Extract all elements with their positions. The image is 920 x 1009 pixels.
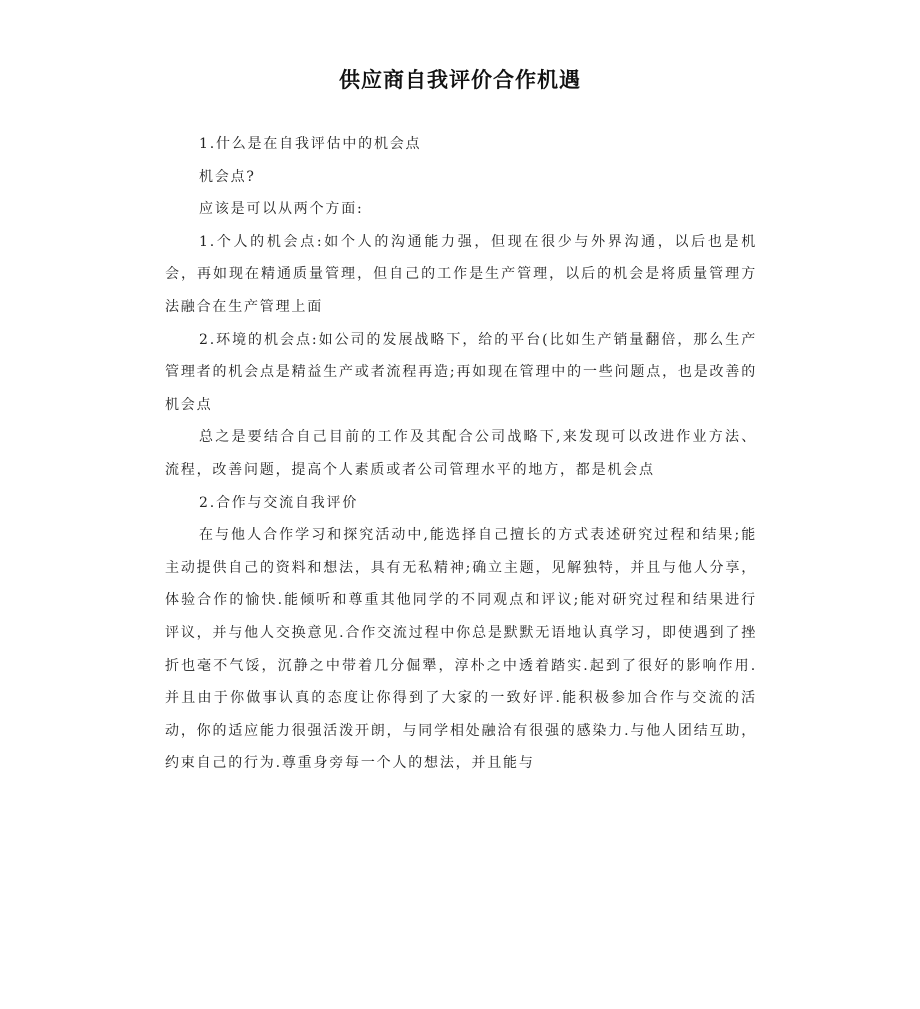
paragraph: 总之是要结合自己目前的工作及其配合公司战略下,来发现可以改进作业方法、流程，改善问题，提高个人素质或者公司管理水平的地方，都是机会点 [165, 429, 757, 478]
paragraph: 1.个人的机会点:如个人的沟通能力强，但现在很少与外界沟通，以后也是机会，再如现在精通质量管理，但自己的工作是生产管理，以后的机会是将质量管理方法融合在生产管理上面 [165, 233, 757, 315]
paragraph: 在与他人合作学习和探究活动中,能选择自己擅长的方式表述研究过程和结果;能主动提供自己的资料和想法，具有无私精神;确立主题，见解独特，并且与他人分享，体验合作的愉快.能倾听和尊重其他同学的不同观点和评议;能对研究过程和结果进行评议，并与他人交换意见.合作交流过程中你总是默默无语地认真学习，即使遇到了挫折也毫不气馁，沉静之中带着几分倔犟，淳朴之中透着踏实.起到了很好的影响作用.并且由于你做事认真的态度让你得到了大家的一致好评.能积极参加合作与交流的活动，你的适应能力很强活泼开朗，与同学相处融洽有很强的感染力.与他人团结互助，约束自己的行为.尊重身旁每一个人的想法，并且能与 [165, 527, 757, 772]
paragraph: 应该是可以从两个方面: [199, 201, 364, 218]
paragraph: 2.环境的机会点:如公司的发展战略下，给的平台(比如生产销量翻倍，那么生产管理者的机会点是精益生产或者流程再造;再如现在管理中的一些问题点，也是改善的机会点 [165, 331, 757, 413]
paragraph: 1.什么是在自我评估中的机会点 [199, 136, 422, 152]
document-body [165, 128, 757, 780]
paragraph: 机会点? [199, 168, 256, 185]
document-title: 供应商自我评价合作机遇 [339, 68, 581, 92]
paragraph: 2.合作与交流自我评价 [199, 494, 359, 511]
